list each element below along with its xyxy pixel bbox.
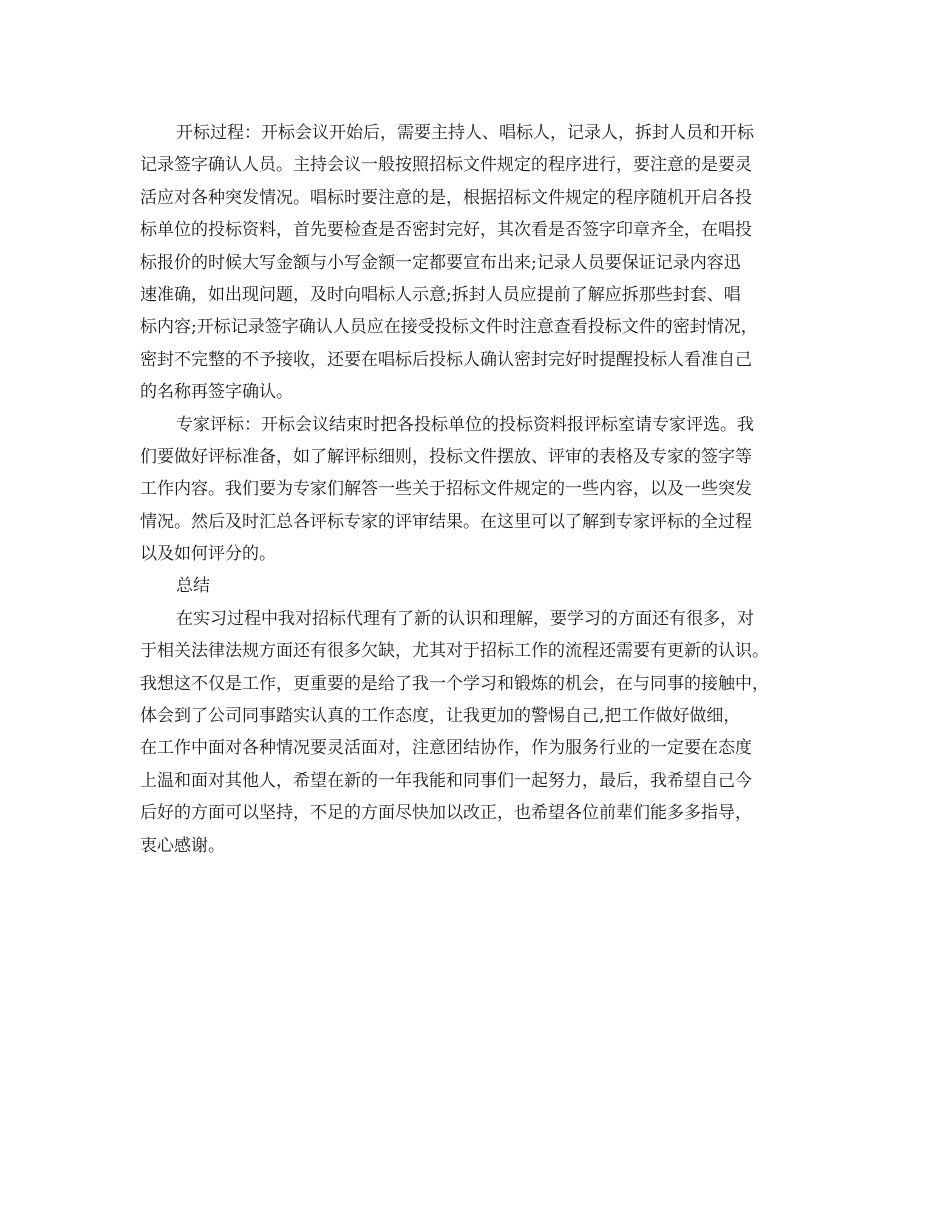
paragraph-line: 在工作中面对各种情况要灵活面对，注意团结协作，作为服务行业的一定要在态度	[140, 738, 752, 759]
paragraph-line: 记录签字确认人员。主持会议一般按照招标文件规定的程序进行，要注意的是要灵	[140, 155, 752, 176]
paragraph-line: 专家评标：开标会议结束时把各投标单位的投标资料报评标室请专家评选。我	[176, 414, 754, 435]
paragraph-line: 体会到了公司同事踏实认真的工作态度，让我更加的警惕自己,把工作做好做细，	[140, 706, 741, 727]
paragraph-summary-body	[140, 603, 820, 862]
paragraph-line: 活应对各种突发情况。唱标时要注意的是，根据招标文件规定的程序随机开启各投	[140, 187, 752, 208]
section-heading: 总结	[176, 576, 210, 597]
paragraph-line: 我想这不仅是工作，更重要的是给了我一个学习和锻炼的机会，在与同事的接触中，	[140, 673, 769, 694]
paragraph-line: 密封不完整的不予接收，还要在唱标后投标人确认密封完好时提醒投标人看准自己	[140, 349, 752, 370]
paragraph-opening-process	[140, 117, 820, 409]
paragraph-line: 情况。然后及时汇总各评标专家的评审结果。在这里可以了解到专家评标的全过程	[140, 511, 752, 532]
paragraph-line: 后好的方面可以坚持，不足的方面尽快加以改正，也希望各位前辈们能多多指导，	[140, 803, 752, 824]
paragraph-expert-evaluation	[140, 409, 820, 571]
paragraph-line: 速准确，如出现问题，及时向唱标人示意;拆封人员应提前了解应拆那些封套、唱	[140, 284, 741, 305]
paragraph-line: 们要做好评标准备，如了解评标细则，投标文件摆放、评审的表格及专家的签字等	[140, 446, 752, 467]
paragraph-line: 标报价的时候大写金额与小写金额一定都要宣布出来;记录人员要保证记录内容迅	[140, 252, 741, 273]
paragraph-line: 在实习过程中我对招标代理有了新的认识和理解，要学习的方面还有很多，对	[176, 608, 754, 629]
paragraph-line: 开标过程：开标会议开始后，需要主持人、唱标人，记录人，拆封人员和开标	[176, 123, 754, 143]
paragraph-line: 衷心感谢。	[140, 835, 225, 856]
paragraph-line: 标单位的投标资料，首先要检查是否密封完好，其次看是否签字印章齐全，在唱投	[140, 220, 752, 241]
paragraph-line: 上温和面对其他人，希望在新的一年我能和同事们一起努力，最后，我希望自己今	[140, 770, 752, 791]
document-body	[140, 117, 820, 862]
paragraph-line: 于相关法律法规方面还有很多欠缺，尤其对于招标工作的流程还需要有更新的认识。	[140, 641, 769, 662]
paragraph-line: 以及如何评分的。	[140, 544, 276, 565]
paragraph-line: 的名称再签字确认。	[140, 382, 293, 403]
paragraph-line: 工作内容。我们要为专家们解答一些关于招标文件规定的一些内容，以及一些突发	[140, 479, 752, 500]
section-heading-summary	[140, 570, 820, 602]
paragraph-line: 标内容;开标记录签字确认人员应在接受投标文件时注意查看投标文件的密封情况，	[140, 317, 758, 338]
